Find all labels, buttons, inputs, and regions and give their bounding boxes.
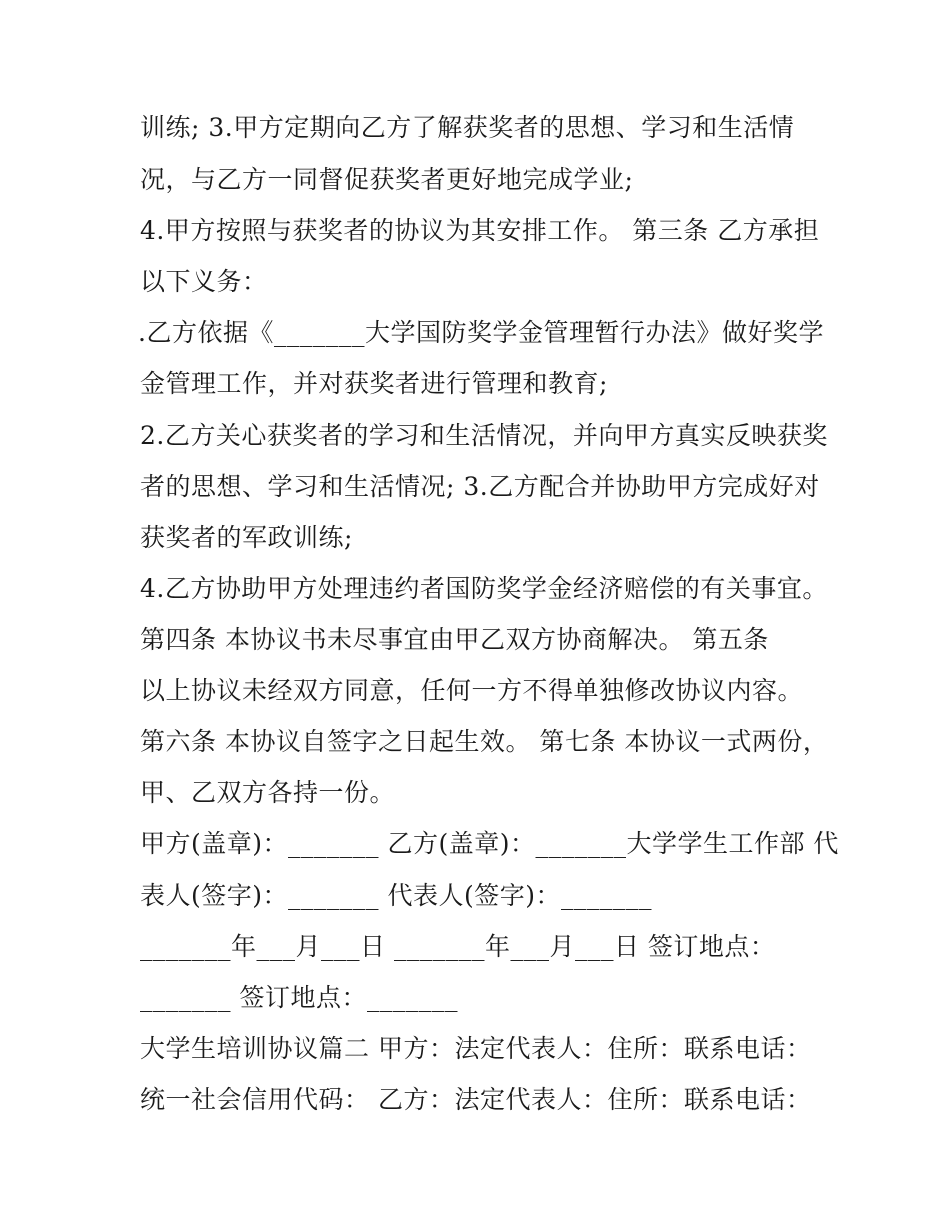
text-line-6: 金管理工作，并对获奖者进行管理和教育; xyxy=(140,369,608,398)
text-line-5: .乙方依据《_______大学国防奖学金管理暂行办法》做好奖学 xyxy=(138,318,824,347)
text-line-2: 况，与乙方一同督促获奖者更好地完成学业; xyxy=(140,165,634,194)
text-line-17: _______年___月___日 _______年___月___日 签订地点： xyxy=(140,932,776,961)
text-line-3: 4.甲方按照与获奖者的协议为其安排工作。 第三条 乙方承担 xyxy=(140,216,820,245)
text-line-11: 第四条 本协议书未尽事宜由甲乙双方协商解决。 第五条 xyxy=(140,625,769,654)
text-line-9: 获奖者的军政训练; xyxy=(140,523,353,552)
text-line-12: 以上协议未经双方同意，任何一方不得单独修改协议内容。 xyxy=(140,676,804,705)
text-line-20: 统一社会信用代码： 乙方：法定代表人：住所：联系电话： xyxy=(140,1085,812,1114)
text-line-4: 以下义务： xyxy=(140,267,268,296)
text-line-18: _______ 签订地点：_______ xyxy=(140,983,458,1012)
text-line-15: 甲方(盖章)：_______ 乙方(盖章)：_______大学学生工作部 代 xyxy=(140,829,839,858)
text-line-14: 甲、乙双方各持一份。 xyxy=(140,778,396,807)
text-line-13: 第六条 本协议自签字之日起生效。 第七条 本协议一式两份， xyxy=(140,727,829,756)
text-line-7: 2.乙方关心获奖者的学习和生活情况，并向甲方真实反映获奖 xyxy=(140,421,828,450)
text-line-10: 4.乙方协助甲方处理违约者国防奖学金经济赔偿的有关事宜。 xyxy=(140,574,828,603)
text-line-8: 者的思想、学习和生活情况; 3.乙方配合并协助甲方完成好对 xyxy=(140,472,820,501)
text-line-19: 大学生培训协议篇二 甲方：法定代表人：住所：联系电话： xyxy=(140,1034,812,1063)
text-line-1: 训练; 3.甲方定期向乙方了解获奖者的思想、学习和生活情 xyxy=(140,113,795,142)
text-line-16: 表人(签字)：_______ 代表人(签字)：_______ xyxy=(140,881,652,910)
